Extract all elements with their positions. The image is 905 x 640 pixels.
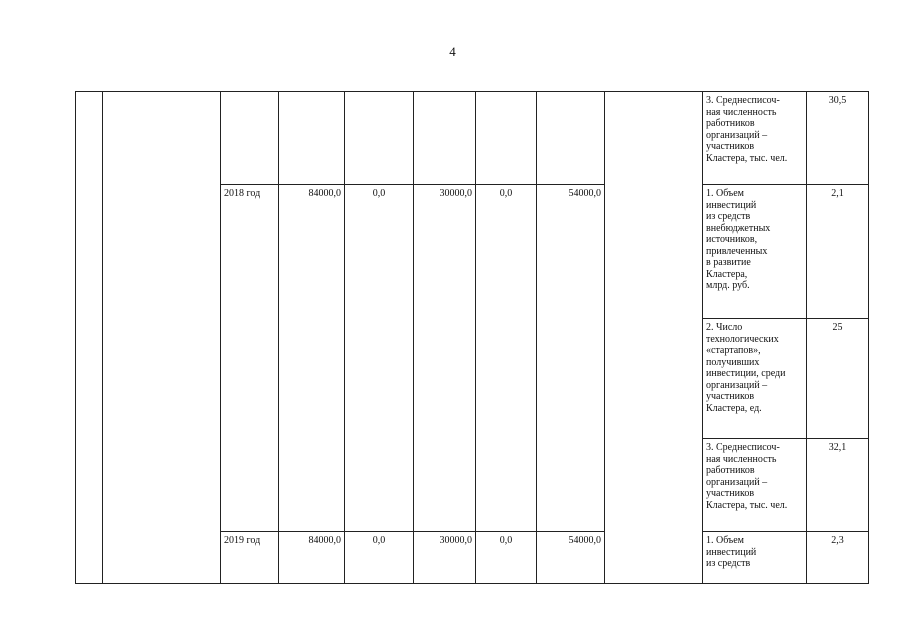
- index-cell: [76, 92, 103, 584]
- value-cell: 84000,0: [279, 185, 345, 532]
- value-cell: 0,0: [476, 185, 537, 532]
- value-cell: 54000,0: [537, 532, 605, 584]
- indicator-cell: [703, 185, 807, 319]
- indicator-cell: [703, 532, 807, 584]
- page-number: 4: [449, 44, 456, 59]
- value-cell: 0,0: [476, 532, 537, 584]
- value-cell: 54000,0: [537, 185, 605, 532]
- value-cell: 0,0: [345, 185, 414, 532]
- year-cell: 2018 год: [221, 185, 279, 532]
- indicator-text: 2. Число технологических «стартапов», получивших инвестиции, среди организаций – участников Кластера, ед.: [706, 322, 786, 414]
- blank-column-cell: [605, 92, 703, 584]
- indicator-cell: [703, 319, 807, 439]
- value-cell: 84000,0: [279, 532, 345, 584]
- value-cell: [537, 92, 605, 185]
- table-row: [76, 92, 869, 185]
- year-cell: 2019 год: [221, 532, 279, 584]
- indicator-value-cell: 2,1: [807, 185, 869, 319]
- indicator-value-cell: 25: [807, 319, 869, 439]
- budget-table: [75, 91, 869, 584]
- indicator-cell: [703, 92, 807, 185]
- value-cell: 0,0: [345, 532, 414, 584]
- value-cell: 30000,0: [414, 532, 476, 584]
- year-cell: [221, 92, 279, 185]
- indicator-text: 3. Среднесписоч- ная численность работников организаций – участников Кластера, тыс. чел.: [706, 442, 788, 511]
- indicator-text: 3. Среднесписоч- ная численность работников организаций – участников Кластера, тыс. чел.: [706, 95, 788, 164]
- indicator-text: 1. Объем инвестиций из средств внебюджетных источников, привлеченных в развитие Кластера, млрд. руб.: [706, 188, 771, 291]
- program-name-cell: [103, 92, 221, 584]
- indicator-cell: [703, 439, 807, 532]
- value-cell: 30000,0: [414, 185, 476, 532]
- indicator-value-cell: 30,5: [807, 92, 869, 185]
- indicator-value-cell: 2,3: [807, 532, 869, 584]
- value-cell: [414, 92, 476, 185]
- indicator-value-cell: 32,1: [807, 439, 869, 532]
- value-cell: [476, 92, 537, 185]
- value-cell: [279, 92, 345, 185]
- value-cell: [345, 92, 414, 185]
- indicator-text: 1. Объем инвестиций из средств: [706, 535, 757, 569]
